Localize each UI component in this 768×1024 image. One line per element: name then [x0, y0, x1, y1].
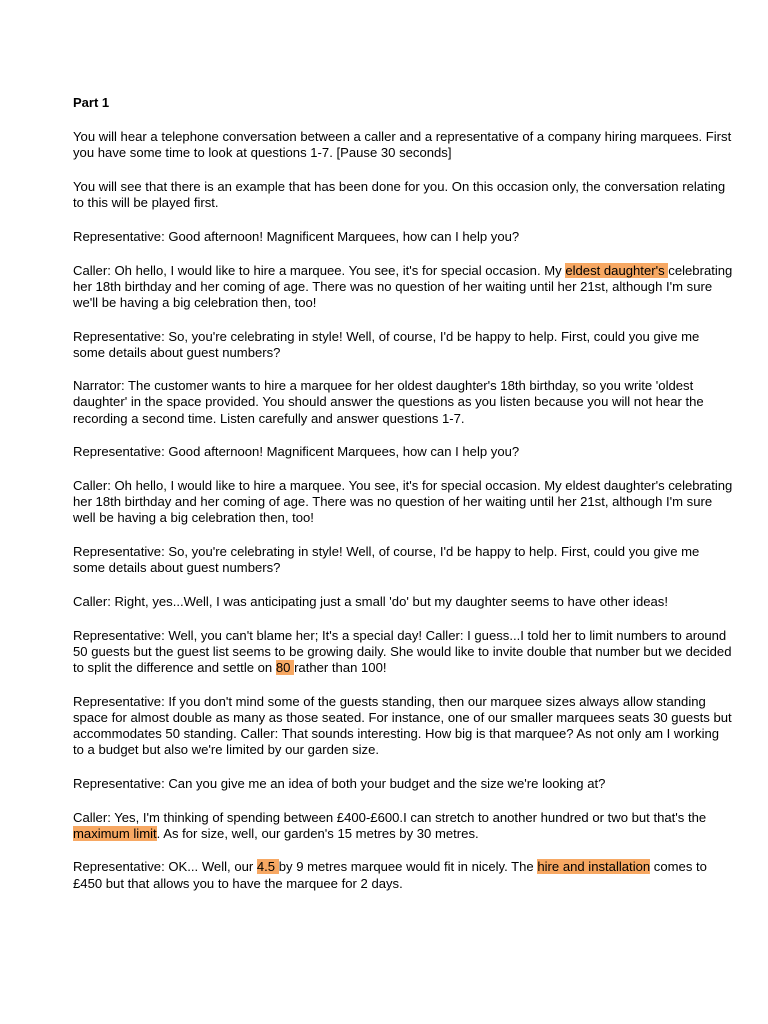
paragraph — [73, 229, 733, 245]
paragraph — [73, 263, 733, 311]
paragraph — [73, 694, 733, 758]
highlighted-answer: hire and installation — [537, 859, 651, 875]
paragraph — [73, 478, 733, 526]
document-page — [73, 95, 733, 909]
paragraph-text: Representative: Good afternoon! Magnificent Marquees, how can I help you? — [73, 444, 520, 460]
paragraph-text: Caller: Right, yes...Well, I was anticipating just a small 'do' but my daughter seems to have other ideas! — [73, 593, 668, 609]
paragraph — [73, 859, 733, 891]
paragraph-text: Caller: Yes, I'm thinking of spending between £400-£600.I can stretch to another hundred or two but that's the — [73, 809, 707, 825]
paragraph — [73, 444, 733, 460]
paragraph-text: Representative: So, you're celebrating in style! Well, of course, I'd be happy to help. First, could you give me some details about guest numbers? — [73, 328, 700, 360]
paragraph-text: Representative: Well, you can't blame her; It's a special day! Caller: I guess...I told her to limit numbers to around 50 guests but the guest list seems to be growing daily. She would like to invite double that number but we decided to split the difference and settle on — [73, 627, 732, 675]
section-heading: Part 1 — [73, 95, 110, 110]
paragraph-text: Caller: Oh hello, I would like to hire a marquee. You see, it's for special occasion. My — [73, 262, 566, 278]
paragraph — [73, 378, 733, 426]
paragraph — [73, 129, 733, 161]
paragraph-text: Caller: Oh hello, I would like to hire a marquee. You see, it's for special occasion. My eldest daughter's celebrating her 18th birthday and her coming of age. There was no question of her waiting until her 21st, although I'm sure well be having a big celebration then, too! — [73, 478, 733, 526]
paragraph — [73, 628, 733, 676]
paragraph-text: . As for size, well, our garden's 15 metres by 30 metres. — [156, 825, 479, 841]
paragraph-text: by 9 metres marquee would fit in nicely. The — [278, 859, 538, 875]
paragraph-text: rather than 100! — [294, 659, 387, 675]
paragraph — [73, 179, 733, 211]
paragraph-text: You will hear a telephone conversation between a caller and a representative of a company hiring marquees. First you have some time to look at questions 1-7. [Pause 30 seconds] — [73, 129, 732, 161]
highlighted-answer: eldest daughter's — [565, 262, 669, 278]
highlighted-answer: 4.5 — [256, 859, 279, 875]
highlighted-answer: maximum limit — [73, 825, 157, 841]
paragraph-text: comes to £450 but that allows you to have the marquee for 2 days. — [73, 859, 707, 891]
paragraph-text: Representative: Can you give me an idea of both your budget and the size we're looking at? — [73, 775, 606, 791]
paragraph — [73, 329, 733, 361]
highlighted-answer: 80 — [275, 659, 295, 675]
paragraph-text: Representative: So, you're celebrating in style! Well, of course, I'd be happy to help. First, could you give me some details about guest numbers? — [73, 544, 700, 576]
paragraph-text: Representative: Good afternoon! Magnificent Marquees, how can I help you? — [73, 228, 520, 244]
paragraph-text: You will see that there is an example that has been done for you. On this occasion only, the conversation relating to this will be played first. — [73, 178, 726, 210]
paragraph — [73, 544, 733, 576]
paragraph — [73, 810, 733, 842]
paragraph-text: Narrator: The customer wants to hire a marquee for her oldest daughter's 18th birthday, so you write 'oldest daughter' in the space provided. You should answer the questions as you listen because you will not hear the recording a second time. Listen carefully and answer questions 1-7. — [73, 378, 704, 426]
paragraph-text: Representative: OK... Well, our — [73, 859, 257, 875]
paragraph — [73, 594, 733, 610]
paragraph-text: celebrating her 18th birthday and her coming of age. There was no question of her waiting until her 21st, although I'm sure we'll be having a big celebration then, too! — [73, 262, 733, 310]
paragraph-text: Representative: If you don't mind some of the guests standing, then our marquee sizes always allow standing space for almost double as many as those seated. For instance, one of our smaller marquees seats 30 guests but accommodates 50 standing. Caller: That sounds interesting. How big is that marquee? As not only am I working to a budget but also we're limited by our garden size. — [73, 693, 732, 757]
paragraph — [73, 776, 733, 792]
transcript-body — [73, 129, 733, 892]
